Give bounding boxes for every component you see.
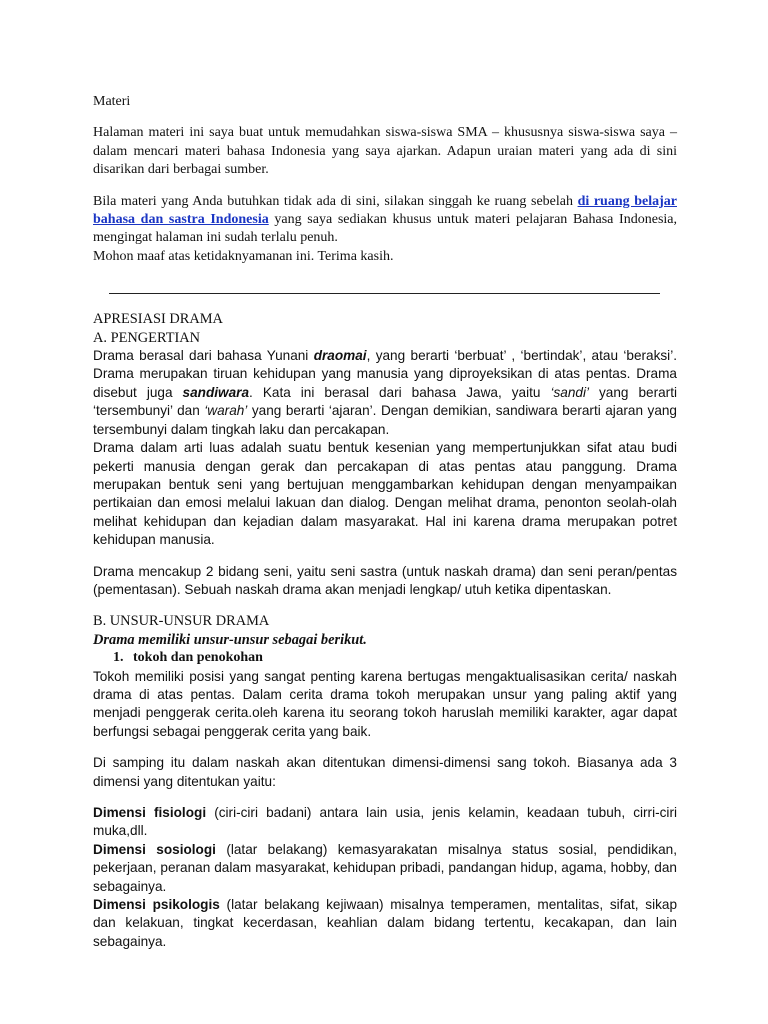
pengertian-paragraph-2: Drama dalam arti luas adalah suatu bentuk kesenian yang mempertunjukkan sifat atau budi pekerti manusia dengan gerak dan percakapan di atas pentas atau panggung. Drama merupakan bentuk seni yang bertujuan menggambarkan kehidupan dengan menyampaikan pertikaian dan emosi melalui lakuan dan dialog. Dengan melihat drama, penonton seolah-olah melihat kehidupan dan kejadian dalam masyarakat. Hal ini karena drama merupakan potret kehidupan manusia. — [93, 440, 677, 548]
text-run: Drama berasal dari bahasa Yunani — [93, 348, 314, 364]
term-draomai: draomai — [313, 348, 367, 364]
text-run: yang berarti ‘ajaran’. Dengan demikian, sandiwara berarti ajaran yang tersembunyi dalam tingkah laku dan percakapan. — [93, 403, 677, 437]
intro-p2-after: yang saya sediakan khusus untuk materi pelajaran Bahasa Indonesia, mengingat halaman ini sudah terlalu penuh. — [93, 212, 677, 246]
list-label-tokoh: tokoh dan penokohan — [133, 650, 263, 666]
dimensi-psikologis-text: (latar belakang kejiwaan) misalnya temperamen, mentalitas, sifat, sikap dan kelakuan, tingkat kecerdasan, keahlian dalam bidang tertentu, kecakapan, dan lain sebagainya. — [93, 897, 677, 949]
dimensi-sosiologi-text: (latar belakang) kemasyarakatan misalnya status sosial, pendidikan, pekerjaan, peranan dalam masyarakat, kehidupan pribadi, pandangan hidup, agama, hobby, dan sebagainya. — [93, 841, 677, 894]
dimensi-fisiologi — [93, 804, 677, 841]
text-run: , yang berarti ‘berbuat’ , ‘bertindak’, atau ‘beraksi’. Drama merupakan tiruan kehidupan yang manusia yang diproyeksikan di atas pentas. Drama disebut juga — [93, 348, 677, 400]
term-sandi: ‘sandi’ — [550, 384, 589, 400]
text-run: . Kata ini berasal dari bahasa Jawa, yaitu — [249, 384, 551, 400]
pengertian-paragraph-3: Drama mencakup 2 bidang seni, yaitu seni sastra (untuk naskah drama) dan seni peran/pentas (pementasan). Sebuah naskah drama akan menjadi lengkap/ utuh ketika dipentaskan. — [93, 563, 677, 597]
list-item-tokoh — [93, 649, 677, 667]
intro-paragraph-3: Mohon maaf atas ketidaknyamanan ini. Terima kasih. — [93, 248, 394, 264]
dimensi-sosiologi-label: Dimensi sosiologi — [93, 841, 216, 857]
list-number: 1. — [113, 650, 124, 666]
section-title-unsur: B. UNSUR-UNSUR DRAMA — [93, 613, 270, 630]
dimensi-psikologis-label: Dimensi psikologis — [93, 897, 220, 913]
text-run: yang berarti ‘tersembunyi’ dan — [93, 384, 678, 419]
dimensi-fisiologi-text: (ciri-ciri badani) antara lain usia, jenis kelamin, keadaan tubuh, cirri-ciri muka,dll. — [93, 805, 677, 839]
intro-p2-before: Bila materi yang Anda butuhkan tidak ada di sini, silakan singgah ke ruang sebelah — [93, 193, 578, 209]
intro-paragraph-1: Halaman materi ini saya buat untuk memudahkan siswa-siswa SMA – khususnya siswa-siswa saya – dalam mencari materi bahasa Indonesia yang saya ajarkan. Adapun uraian materi yang ada di sini disarikan dari berbagai sumber. — [93, 125, 677, 178]
unsur-lead: Drama memiliki unsur-unsur sebagai berikut. — [93, 631, 367, 648]
pengertian-paragraph-1 — [93, 347, 677, 439]
dimensi-fisiologi-label: Dimensi fisiologi — [93, 805, 207, 820]
term-warah: ‘warah’ — [204, 403, 248, 419]
section-subtitle-pengertian: A. PENGERTIAN — [93, 329, 201, 346]
tokoh-paragraph-1: Tokoh memiliki posisi yang sangat penting karena bertugas mengaktualisasikan cerita/ naskah drama di atas pentas. Dalam cerita drama tokoh merupakan unsur yang paling aktif yang menjadi penggerak cerita.oleh karena itu seorang tokoh haruslah memiliki karakter, agar dapat berfungsi sebagai penggerak cerita yang baik. — [93, 668, 677, 739]
ruang-belajar-link[interactable]: di ruang belajar bahasa dan sastra Indonesia — [93, 193, 677, 228]
term-sandiwara: sandiwara — [182, 384, 250, 400]
section-title-apresiasi: APRESIASI DRAMA — [93, 311, 223, 328]
intro-paragraph-2 — [93, 193, 677, 248]
dimensi-psikologis — [93, 896, 677, 951]
header-label: Materi — [93, 94, 131, 109]
tokoh-paragraph-2: Di samping itu dalam naskah akan ditentukan dimensi-dimensi sang tokoh. Biasanya ada 3 dimensi yang ditentukan yaitu: — [93, 755, 677, 789]
dimensi-sosiologi — [93, 841, 677, 896]
document-page — [93, 93, 677, 951]
